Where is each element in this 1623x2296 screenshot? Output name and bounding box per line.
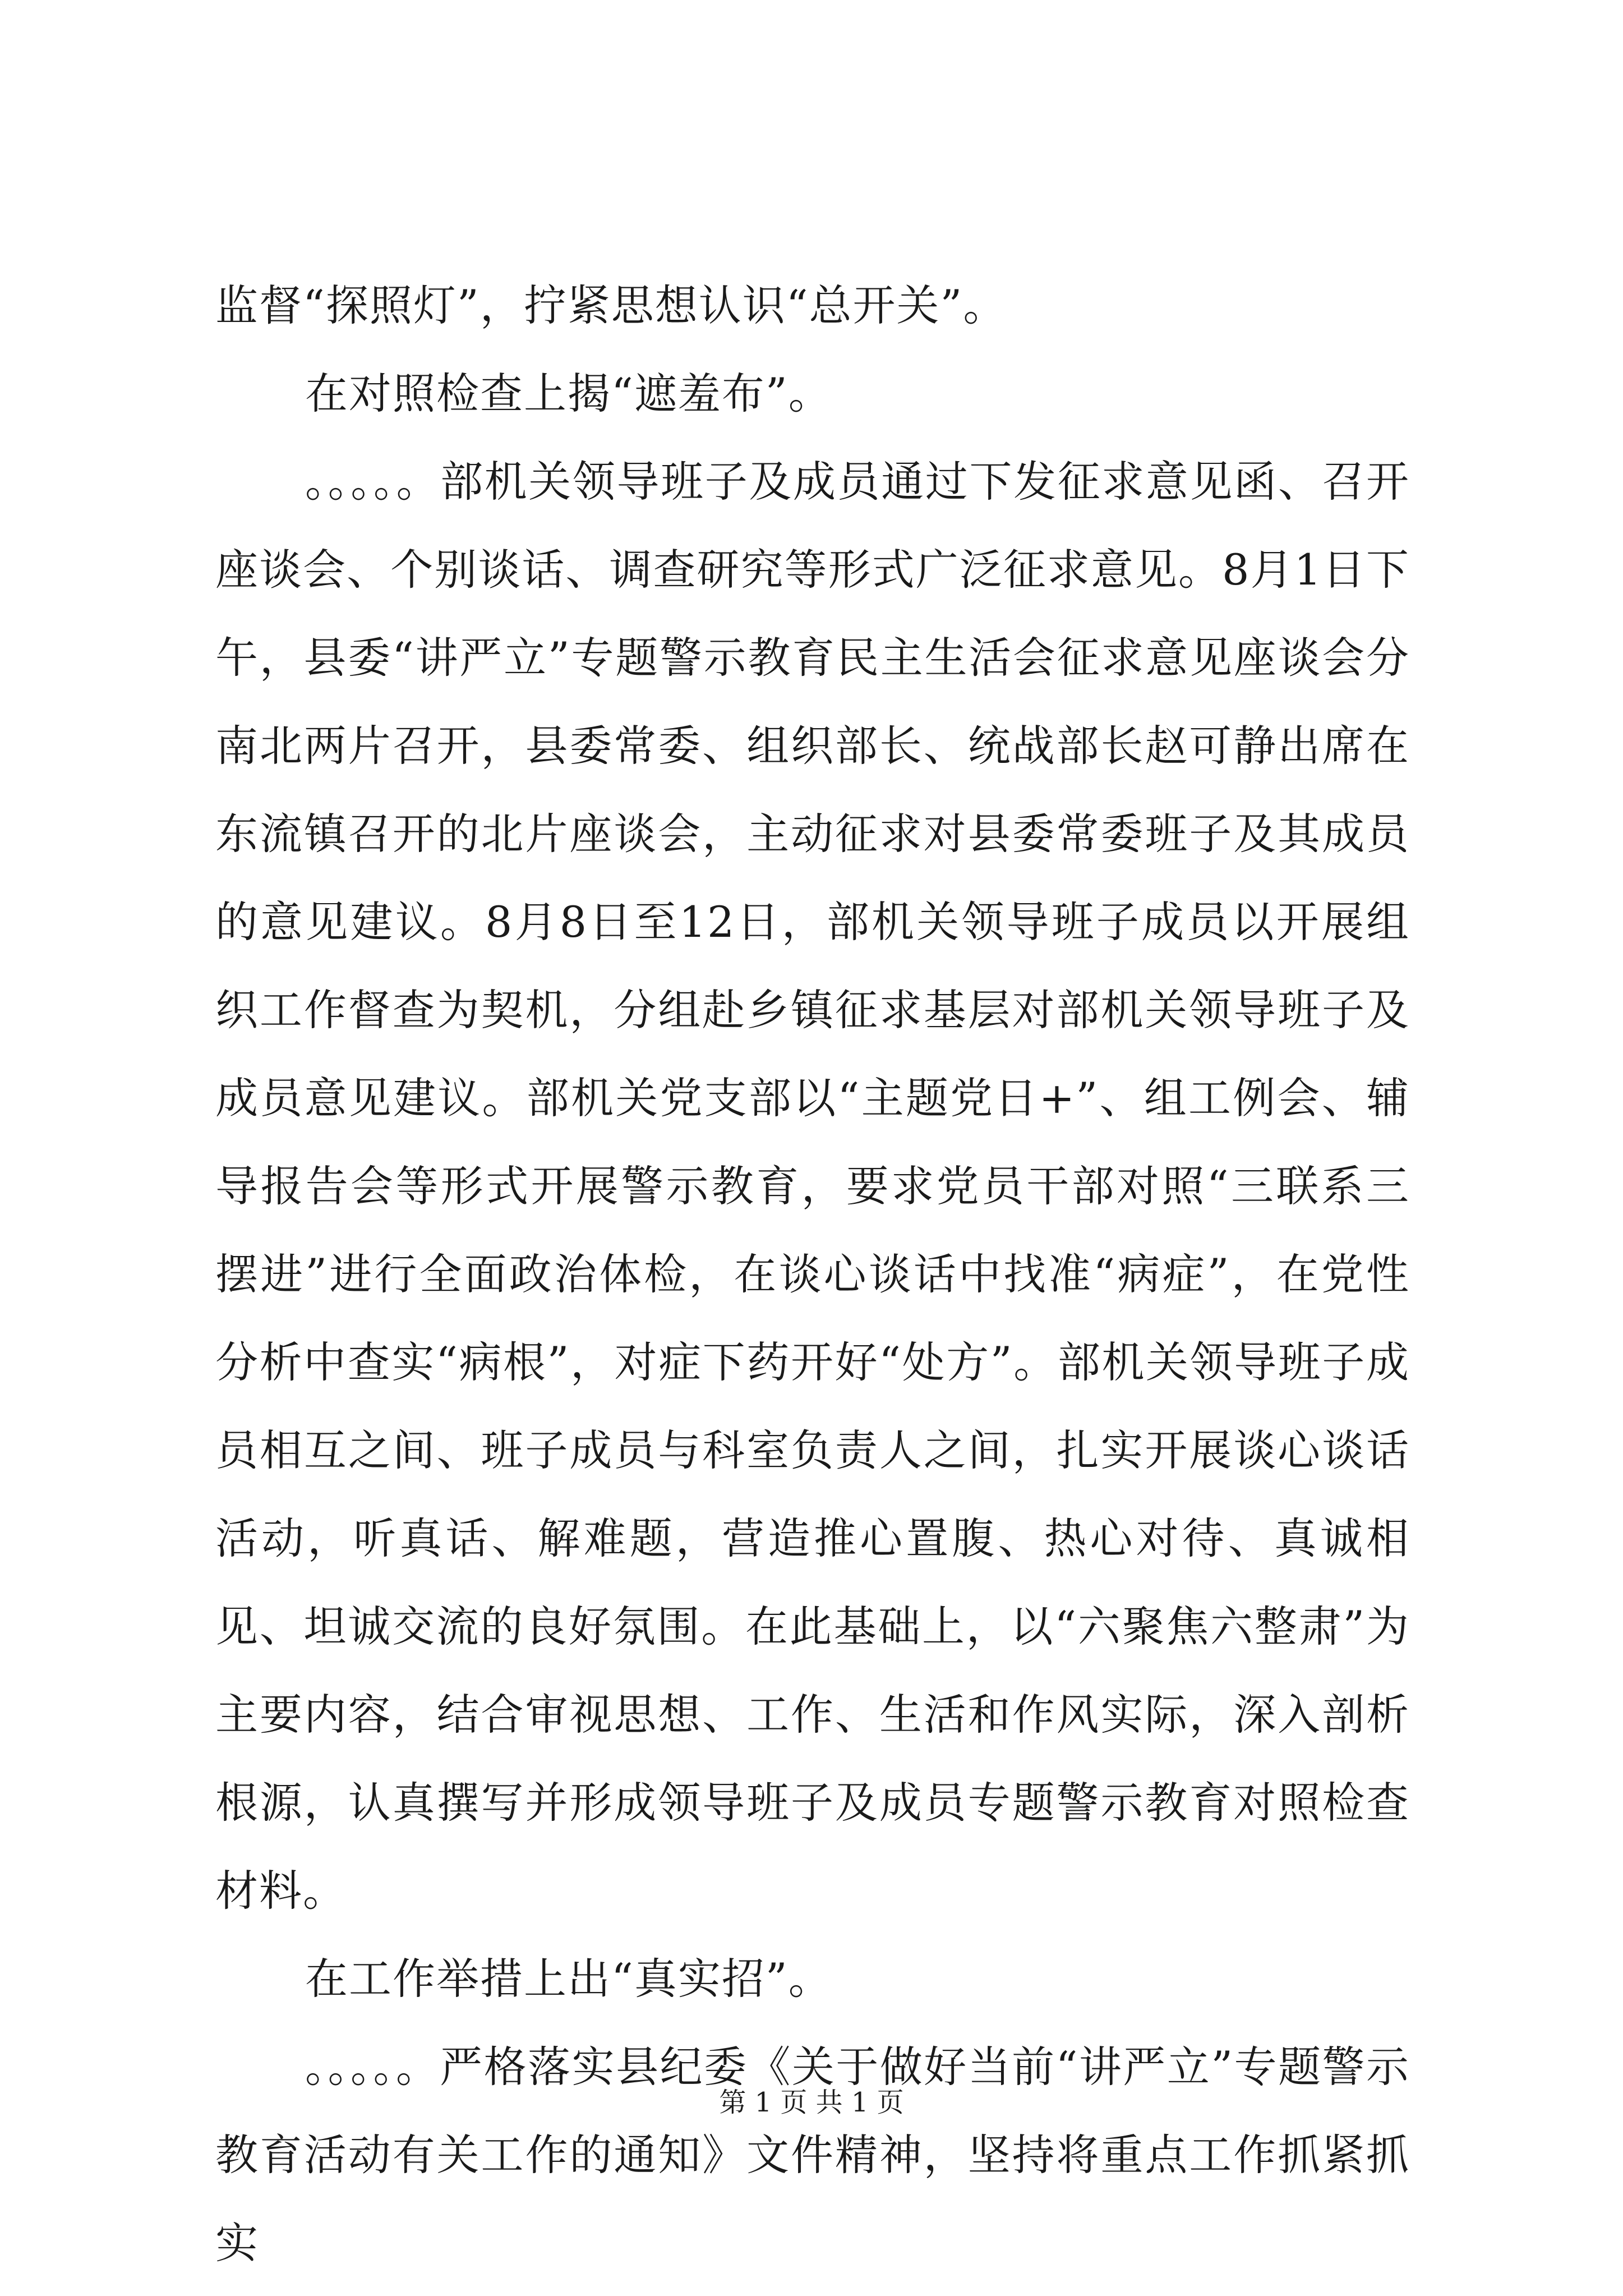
body-text bbox=[215, 261, 1410, 2287]
paragraph-heading-checklist: 在对照检查上揭“遮羞布”。 bbox=[305, 369, 832, 418]
paragraph-body-implementation: 。。。。。严格落实县纪委《关于做好当前“讲严立”专题警示教育活动有关工作的通知》文件精神，坚持将重点工作抓紧抓实 bbox=[215, 2042, 1410, 2268]
paragraph-continuation: 监督“探照灯”，拧紧思想认识“总开关”。 bbox=[215, 280, 1007, 330]
paragraph-body-opinions: 。。。。。部机关领导班子及成员通过下发征求意见函、召开座谈会、个别谈话、调查研究等形式广泛征求意见。8月1日下午，县委“讲严立”专题警示教育民主生活会征求意见座谈会分南北两片召开，县委常委、组织部长、统战部长赵可静出席在东流镇召开的北片座谈会，主动征求对县委常委班子及其成员的意见建议。8月8日至12日，部机关领导班子成员以开展组织工作督查为契机，分组赴乡镇征求基层对部机关领导班子及成员意见建议。部机关党支部以“主题党日+”、组工例会、辅导报告会等形式开展警示教育，要求党员干部对照“三联系三摆进”进行全面政治体检，在谈心谈话中找准“病症”，在党性分析中查实“病根”，对症下药开好“处方”。部机关领导班子成员相互之间、班子成员与科室负责人之间，扎实开展谈心谈话活动，听真话、解难题，营造推心置腹、热心对待、真诚相见、坦诚交流的良好氛围。在此基础上，以“六聚焦六整肃”为主要内容，结合审视思想、工作、生活和作风实际，深入剖析根源，认真撰写并形成领导班子及成员专题警示教育对照检查材料。 bbox=[215, 457, 1410, 1916]
page-number-label: 第 1 页 共 1 页 bbox=[719, 2087, 904, 2118]
paragraph-heading-measures: 在工作举措上出“真实招”。 bbox=[305, 1954, 832, 2004]
page-footer bbox=[0, 2086, 1623, 2119]
